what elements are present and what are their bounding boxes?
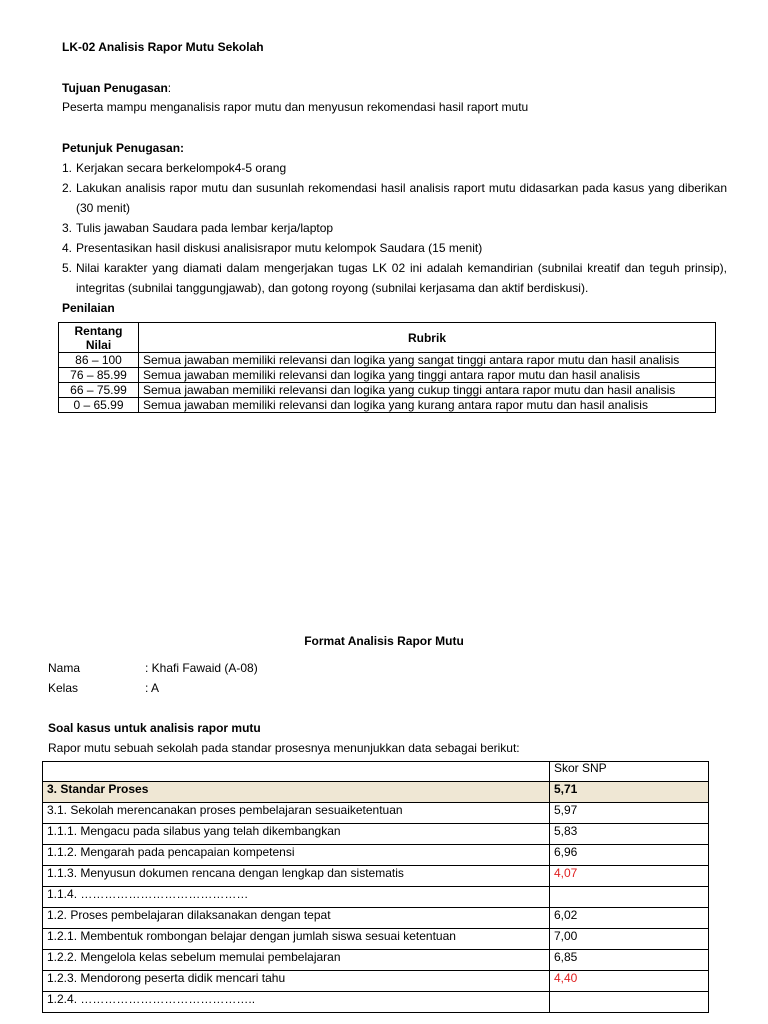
instruction-item <box>62 158 727 178</box>
rubric-header-range: Rentang Nilai <box>59 323 139 353</box>
rubric-row <box>59 368 716 383</box>
snp-row <box>43 992 709 1013</box>
snp-row <box>43 824 709 845</box>
instruction-number: 5. <box>62 261 73 275</box>
instruction-item <box>62 238 727 258</box>
instruction-item <box>62 258 727 298</box>
format-title: Format Analisis Rapor Mutu <box>304 634 464 648</box>
snp-standard-row <box>43 782 709 803</box>
snp-label: 1.1.1. Mengacu pada silabus yang telah dikembangkan <box>43 824 550 845</box>
petunjuk-heading: Petunjuk Penugasan: <box>62 141 185 155</box>
instruction-number: 3. <box>62 221 73 235</box>
kelas-label: Kelas <box>48 681 79 695</box>
snp-standard-score: 5,71 <box>550 782 709 803</box>
snp-label: 1.1.2. Mengarah pada pencapaian kompetensi <box>43 845 550 866</box>
rubric-text: Semua jawaban memiliki relevansi dan logika yang cukup tinggi antara rapor mutu dan hasil analisis <box>139 383 716 398</box>
nama-label: Nama <box>48 661 81 675</box>
snp-score-low: 4,40 <box>550 971 709 992</box>
tujuan-text: Peserta mampu menganalisis rapor mutu dan menyusun rekomendasi hasil raport mutu <box>62 100 529 114</box>
soal-heading: Soal kasus untuk analisis rapor mutu <box>48 721 261 735</box>
nama-value: : Khafi Fawaid (A-08) <box>145 661 258 675</box>
snp-score-low: 4,07 <box>550 866 709 887</box>
tujuan-heading-line <box>62 81 171 95</box>
rubric-range: 0 – 65.99 <box>59 398 139 413</box>
snp-label: 3.1. Sekolah merencanakan proses pembelajaran sesuaiketentuan <box>43 803 550 824</box>
instruction-item <box>62 178 727 218</box>
penilaian-heading: Penilaian <box>62 301 115 315</box>
instruction-text: Tulis jawaban Saudara pada lembar kerja/laptop <box>76 221 334 235</box>
snp-row <box>43 929 709 950</box>
soal-text: Rapor mutu sebuah sekolah pada standar prosesnya menunjukkan data sebagai berikut: <box>48 741 520 755</box>
instruction-text: Nilai karakter yang diamati dalam mengerjakan tugas LK 02 ini adalah kemandirian (subnilai kreatif dan teguh prinsip), integritas (subnilai tanggungjawab), dan gotong royong (subnilai kerjasama dan aktif berdiskusi). <box>76 261 727 295</box>
rubric-row <box>59 353 716 368</box>
instruction-list <box>62 158 727 298</box>
snp-label: 1.2.3. Mendorong peserta didik mencari tahu <box>43 971 550 992</box>
tujuan-colon: : <box>167 81 172 95</box>
rubric-row <box>59 398 716 413</box>
snp-row <box>43 971 709 992</box>
tujuan-heading: Tujuan Penugasan <box>62 81 168 95</box>
rubric-header-rubrik: Rubrik <box>139 323 716 353</box>
snp-score: 6,85 <box>550 950 709 971</box>
snp-label: 1.2.1. Membentuk rombongan belajar dengan jumlah siswa sesuai ketentuan <box>43 929 550 950</box>
rubric-text: Semua jawaban memiliki relevansi dan logika yang kurang antara rapor mutu dan hasil analisis <box>139 398 716 413</box>
rubric-range: 66 – 75.99 <box>59 383 139 398</box>
rubric-text: Semua jawaban memiliki relevansi dan logika yang tinggi antara rapor mutu dan hasil analisis <box>139 368 716 383</box>
snp-score <box>550 887 709 908</box>
snp-row <box>43 866 709 887</box>
instruction-text: Presentasikan hasil diskusi analisisrapor mutu kelompok Saudara (15 menit) <box>76 241 483 255</box>
snp-label: 1.2. Proses pembelajaran dilaksanakan dengan tepat <box>43 908 550 929</box>
snp-score <box>550 992 709 1013</box>
kelas-value: : A <box>145 681 160 695</box>
snp-label: 1.1.4. …………………………………… <box>43 887 550 908</box>
document-title: LK-02 Analisis Rapor Mutu Sekolah <box>62 40 264 54</box>
snp-label: 1.2.2. Mengelola kelas sebelum memulai pembelajaran <box>43 950 550 971</box>
instruction-text: Kerjakan secara berkelompok4-5 orang <box>76 161 287 175</box>
snp-row <box>43 908 709 929</box>
snp-label: 1.2.4. …………………………………….. <box>43 992 550 1013</box>
snp-row <box>43 803 709 824</box>
rubric-range: 86 – 100 <box>59 353 139 368</box>
instruction-number: 1. <box>62 161 73 175</box>
instruction-number: 2. <box>62 181 73 195</box>
snp-row <box>43 950 709 971</box>
snp-header-row <box>43 762 709 782</box>
snp-table <box>42 761 709 1013</box>
snp-header-empty <box>43 762 550 782</box>
rubric-text: Semua jawaban memiliki relevansi dan logika yang sangat tinggi antara rapor mutu dan hasil analisis <box>139 353 716 368</box>
instruction-item <box>62 218 727 238</box>
snp-label: 1.1.3. Menyusun dokumen rencana dengan lengkap dan sistematis <box>43 866 550 887</box>
rubric-row <box>59 383 716 398</box>
snp-row <box>43 887 709 908</box>
snp-score: 6,96 <box>550 845 709 866</box>
snp-standard-label: 3. Standar Proses <box>43 782 550 803</box>
rubric-range: 76 – 85.99 <box>59 368 139 383</box>
instruction-number: 4. <box>62 241 73 255</box>
rubric-table <box>58 322 716 413</box>
rubric-header-row <box>59 323 716 353</box>
instruction-text: Lakukan analisis rapor mutu dan susunlah rekomendasi hasil analisis raport mutu didasarkan pada kasus yang diberikan (30 menit) <box>76 181 727 215</box>
snp-score: 5,97 <box>550 803 709 824</box>
snp-score: 7,00 <box>550 929 709 950</box>
snp-score: 6,02 <box>550 908 709 929</box>
snp-row <box>43 845 709 866</box>
snp-header-score: Skor SNP <box>550 762 709 782</box>
snp-score: 5,83 <box>550 824 709 845</box>
